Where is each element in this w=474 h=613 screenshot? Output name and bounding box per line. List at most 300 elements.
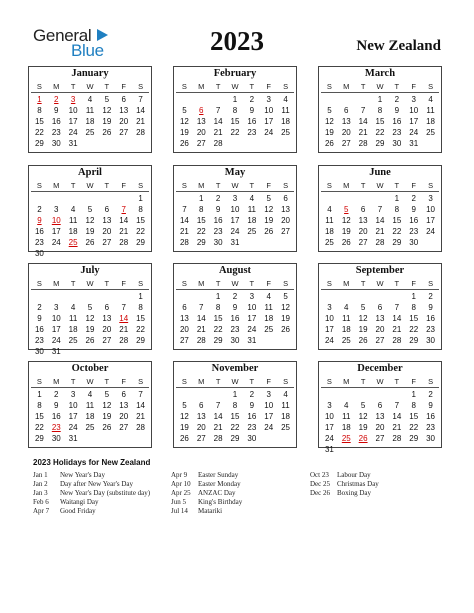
day-cell: 28: [179, 238, 189, 247]
holiday-item: [33, 489, 150, 498]
day-cell: 19: [102, 412, 112, 421]
day-cell: 29: [409, 434, 419, 443]
holiday-name: New Year's Day: [60, 471, 106, 479]
holiday-date: 25: [68, 238, 78, 247]
day-cell: 1: [37, 390, 42, 399]
day-cell: 20: [119, 412, 129, 421]
day-cell: 15: [213, 314, 223, 323]
holiday-name: Good Friday: [60, 507, 96, 515]
day-cell: 20: [179, 325, 189, 334]
day-cell: 3: [327, 401, 332, 410]
day-cell: 31: [324, 445, 334, 454]
day-cell: 2: [232, 292, 238, 301]
day-cell: 2: [54, 390, 59, 399]
day-cell: 5: [327, 106, 332, 115]
weekday-label: S: [138, 377, 144, 386]
day-cell: 27: [196, 139, 206, 148]
day-cell: 8: [138, 205, 143, 214]
day-cell: 18: [85, 412, 95, 421]
holiday-date-label: Dec 26: [310, 489, 331, 497]
day-cell: 7: [394, 303, 400, 312]
day-cell: 25: [85, 128, 95, 137]
day-cell: 9: [249, 401, 255, 410]
empty-cell: [48, 291, 65, 302]
day-cell: 1: [138, 292, 143, 301]
day-cell: 8: [138, 303, 143, 312]
day-cell: 25: [324, 238, 334, 247]
day-cell: 6: [377, 401, 383, 410]
weekday-label: W: [231, 82, 239, 91]
weekday-label: S: [36, 82, 42, 91]
day-cell: 2: [249, 390, 255, 399]
empty-cell: [98, 193, 115, 204]
weekday-label: S: [138, 279, 144, 288]
weekday-label: S: [283, 181, 289, 190]
day-cell: 26: [102, 128, 112, 137]
day-grid: [176, 389, 294, 444]
day-cell: 10: [264, 106, 274, 115]
empty-cell: [176, 193, 193, 204]
day-cell: 13: [358, 216, 368, 225]
day-cell: 16: [230, 314, 240, 323]
day-cell: 6: [121, 95, 126, 104]
weekday-label: S: [428, 181, 434, 190]
holiday-name: Boxing Day: [337, 489, 372, 497]
empty-cell: [388, 389, 405, 400]
empty-cell: [176, 389, 193, 400]
day-cell: 8: [37, 401, 42, 410]
day-cell: 29: [136, 336, 146, 345]
day-cell: 3: [428, 194, 433, 203]
day-cell: 24: [230, 227, 240, 236]
day-cell: 14: [136, 401, 146, 410]
weekday-label: S: [36, 181, 42, 190]
weekday-label: F: [266, 181, 271, 190]
day-cell: 26: [264, 227, 274, 236]
weekday-label: S: [181, 279, 187, 288]
day-cell: 23: [426, 325, 436, 334]
day-cell: 18: [68, 227, 78, 236]
day-cell: 10: [247, 303, 257, 312]
day-cell: 26: [85, 238, 95, 247]
weekday-header: [321, 376, 439, 388]
empty-cell: [65, 193, 82, 204]
day-cell: 14: [196, 314, 206, 323]
day-cell: 1: [232, 390, 238, 399]
month-name: December: [357, 363, 403, 374]
day-cell: 28: [392, 434, 402, 443]
day-cell: 16: [51, 117, 61, 126]
day-cell: 30: [34, 347, 44, 356]
day-cell: 3: [232, 194, 238, 203]
day-cell: 9: [249, 106, 255, 115]
weekday-label: S: [428, 279, 434, 288]
empty-cell: [31, 291, 48, 302]
day-cell: 30: [213, 238, 223, 247]
day-cell: 12: [324, 117, 334, 126]
weekday-label: M: [343, 279, 350, 288]
weekday-label: T: [360, 181, 366, 190]
weekday-header: [321, 81, 439, 93]
day-cell: 12: [102, 401, 112, 410]
empty-cell: [355, 193, 372, 204]
day-cell: 23: [247, 423, 257, 432]
empty-cell: [372, 389, 389, 400]
day-cell: 12: [281, 303, 291, 312]
day-cell: 1: [199, 194, 204, 203]
day-cell: 24: [324, 336, 334, 345]
day-cell: 6: [283, 194, 288, 203]
day-grid: [321, 389, 439, 455]
day-cell: 23: [34, 336, 44, 345]
weekday-label: T: [249, 279, 255, 288]
day-cell: 12: [264, 205, 274, 214]
day-cell: 24: [68, 423, 78, 432]
day-cell: 5: [266, 194, 271, 203]
day-cell: 21: [213, 423, 223, 432]
day-cell: 18: [264, 314, 274, 323]
month-name: August: [218, 265, 252, 276]
day-cell: 5: [104, 95, 110, 104]
day-cell: 24: [51, 336, 61, 345]
holiday-name: New Year's Day (substitute day): [60, 489, 151, 497]
day-cell: 31: [68, 139, 78, 148]
day-cell: 19: [358, 423, 368, 432]
month-november: [173, 361, 297, 448]
day-cell: 10: [68, 401, 78, 410]
day-cell: 13: [102, 216, 112, 225]
day-cell: 11: [68, 314, 78, 323]
day-cell: 20: [341, 128, 351, 137]
day-cell: 6: [199, 401, 204, 410]
day-cell: 13: [375, 412, 385, 421]
day-cell: 18: [341, 423, 351, 432]
weekday-label: S: [326, 377, 332, 386]
empty-cell: [210, 94, 227, 105]
day-cell: 20: [119, 117, 129, 126]
day-cell: 28: [136, 423, 146, 432]
day-cell: 22: [375, 128, 385, 137]
day-cell: 14: [358, 117, 368, 126]
weekday-label: T: [249, 377, 255, 386]
month-name: July: [80, 265, 100, 276]
day-cell: 22: [34, 128, 44, 137]
day-cell: 6: [377, 303, 383, 312]
weekday-label: T: [249, 181, 255, 190]
day-cell: 6: [104, 303, 110, 312]
day-cell: 20: [102, 325, 112, 334]
day-cell: 29: [409, 336, 419, 345]
empty-cell: [193, 389, 210, 400]
day-cell: 2: [249, 95, 255, 104]
day-cell: 5: [360, 401, 366, 410]
empty-cell: [115, 193, 132, 204]
day-cell: 13: [196, 117, 206, 126]
weekday-label: S: [36, 377, 42, 386]
holiday-item: [33, 507, 150, 516]
day-cell: 17: [230, 216, 240, 225]
weekday-label: W: [231, 279, 239, 288]
day-cell: 16: [247, 117, 257, 126]
day-cell: 22: [136, 325, 146, 334]
day-cell: 7: [121, 303, 126, 312]
day-cell: 14: [179, 216, 189, 225]
day-cell: 18: [68, 325, 78, 334]
day-cell: 13: [119, 401, 129, 410]
day-cell: 20: [281, 216, 291, 225]
day-cell: 27: [119, 128, 129, 137]
day-cell: 8: [215, 303, 221, 312]
day-cell: 8: [394, 205, 400, 214]
weekday-label: M: [198, 82, 205, 91]
day-cell: 15: [34, 117, 44, 126]
day-cell: 8: [37, 106, 42, 115]
day-cell: 16: [247, 412, 257, 421]
day-cell: 18: [281, 117, 291, 126]
empty-cell: [98, 291, 115, 302]
day-cell: 10: [264, 401, 274, 410]
empty-cell: [31, 193, 48, 204]
day-cell: 13: [119, 106, 129, 115]
holiday-item: [171, 507, 242, 516]
weekday-label: S: [138, 181, 144, 190]
day-cell: 10: [426, 205, 436, 214]
day-cell: 29: [34, 434, 44, 443]
empty-cell: [321, 389, 338, 400]
day-cell: 11: [247, 205, 256, 214]
weekday-label: S: [138, 82, 144, 91]
day-cell: 3: [266, 390, 271, 399]
day-cell: 7: [138, 390, 143, 399]
day-cell: 19: [281, 314, 291, 323]
month-march: [318, 66, 442, 153]
day-cell: 30: [426, 434, 436, 443]
day-cell: 28: [196, 336, 206, 345]
weekday-header: [31, 180, 149, 192]
month-december: [318, 361, 442, 454]
day-cell: 25: [85, 423, 95, 432]
day-cell: 19: [341, 227, 351, 236]
month-february: [173, 66, 297, 153]
day-cell: 4: [87, 95, 93, 104]
day-cell: 29: [230, 434, 240, 443]
day-cell: 30: [426, 336, 436, 345]
empty-cell: [176, 94, 193, 105]
weekday-label: S: [283, 279, 289, 288]
empty-cell: [338, 389, 355, 400]
day-cell: 30: [51, 139, 61, 148]
day-cell: 22: [392, 227, 402, 236]
month-name: November: [211, 363, 259, 374]
day-cell: 8: [232, 106, 238, 115]
holiday-date-label: Dec 25: [310, 480, 331, 488]
day-cell: 11: [85, 106, 95, 115]
day-cell: 16: [51, 412, 61, 421]
day-cell: 5: [104, 390, 110, 399]
day-cell: 26: [179, 434, 189, 443]
day-cell: 6: [104, 205, 110, 214]
weekday-label: F: [411, 377, 416, 386]
day-cell: 5: [182, 106, 187, 115]
day-cell: 9: [54, 106, 59, 115]
day-cell: 5: [360, 303, 366, 312]
day-cell: 29: [375, 139, 385, 148]
day-cell: 8: [232, 401, 238, 410]
holiday-item: [171, 480, 242, 489]
holiday-column: [33, 471, 150, 516]
day-cell: 2: [37, 205, 42, 214]
day-cell: 13: [179, 314, 189, 323]
day-cell: 25: [247, 227, 257, 236]
day-cell: 12: [358, 314, 368, 323]
day-cell: 27: [341, 139, 351, 148]
day-cell: 12: [179, 412, 189, 421]
day-cell: 30: [34, 249, 44, 258]
day-cell: 7: [215, 106, 221, 115]
day-cell: 30: [409, 238, 419, 247]
day-cell: 6: [360, 205, 366, 214]
month-name: April: [78, 167, 102, 178]
day-cell: 15: [196, 216, 206, 225]
day-cell: 16: [34, 227, 44, 236]
day-cell: 1: [394, 194, 400, 203]
holiday-date-label: Jul 14: [171, 507, 188, 515]
month-october: [28, 361, 152, 448]
weekday-header: [31, 376, 149, 388]
day-cell: 11: [281, 106, 290, 115]
empty-cell: [388, 291, 405, 302]
holiday-date: 7: [121, 205, 126, 214]
day-cell: 18: [341, 325, 351, 334]
holiday-item: [310, 489, 379, 498]
weekday-label: M: [343, 377, 350, 386]
day-cell: 10: [51, 314, 61, 323]
day-cell: 27: [358, 238, 368, 247]
holiday-date-label: Apr 10: [171, 480, 191, 488]
day-cell: 12: [358, 412, 368, 421]
holiday-date-label: Jan 3: [33, 489, 48, 497]
holiday-date: 2: [54, 95, 59, 104]
weekday-label: W: [231, 181, 239, 190]
day-cell: 26: [358, 336, 368, 345]
day-cell: 1: [215, 292, 221, 301]
holiday-date: 14: [119, 314, 129, 323]
day-cell: 20: [102, 227, 112, 236]
day-cell: 9: [394, 106, 400, 115]
day-cell: 17: [51, 325, 61, 334]
weekday-label: T: [104, 279, 110, 288]
day-cell: 11: [281, 401, 290, 410]
weekday-label: M: [343, 181, 350, 190]
day-cell: 4: [266, 292, 271, 301]
day-cell: 14: [392, 314, 402, 323]
day-cell: 15: [409, 314, 419, 323]
day-cell: 4: [87, 390, 93, 399]
day-cell: 17: [426, 216, 436, 225]
day-cell: 25: [426, 128, 436, 137]
holiday-column: [171, 471, 242, 516]
weekday-label: F: [266, 82, 271, 91]
holiday-date-label: Oct 23: [310, 471, 329, 479]
day-cell: 14: [392, 412, 402, 421]
day-cell: 28: [375, 238, 385, 247]
day-cell: 28: [119, 238, 129, 247]
day-cell: 2: [411, 194, 416, 203]
day-cell: 15: [409, 412, 419, 421]
weekday-label: T: [70, 181, 76, 190]
day-cell: 2: [394, 95, 400, 104]
day-cell: 17: [409, 117, 419, 126]
day-cell: 11: [342, 412, 351, 421]
weekday-label: F: [121, 377, 126, 386]
day-cell: 8: [411, 401, 416, 410]
holiday-date-label: Jan 1: [33, 471, 48, 479]
day-cell: 20: [358, 227, 368, 236]
month-august: [173, 263, 297, 350]
day-cell: 22: [34, 423, 44, 432]
day-cell: 24: [409, 128, 419, 137]
holiday-name: ANZAC Day: [198, 489, 236, 497]
day-cell: 30: [247, 434, 257, 443]
day-cell: 11: [426, 106, 435, 115]
day-cell: 9: [232, 303, 238, 312]
day-grid: [31, 193, 149, 259]
day-cell: 16: [392, 117, 402, 126]
day-cell: 11: [342, 314, 351, 323]
day-cell: 4: [283, 390, 288, 399]
holiday-date: 5: [344, 205, 349, 214]
day-cell: 4: [344, 401, 349, 410]
day-cell: 5: [283, 292, 288, 301]
day-cell: 23: [213, 227, 223, 236]
day-cell: 21: [179, 227, 189, 236]
day-cell: 21: [358, 128, 368, 137]
empty-cell: [193, 94, 210, 105]
day-cell: 24: [426, 227, 436, 236]
weekday-label: T: [215, 82, 221, 91]
weekday-header: [176, 278, 294, 290]
weekday-label: F: [411, 82, 416, 91]
day-cell: 21: [119, 227, 129, 236]
day-cell: 23: [426, 423, 436, 432]
day-cell: 9: [411, 205, 416, 214]
day-cell: 3: [70, 390, 76, 399]
day-cell: 1: [377, 95, 383, 104]
month-june: [318, 165, 442, 252]
empty-cell: [321, 193, 338, 204]
month-may: [173, 165, 297, 252]
day-cell: 9: [428, 303, 433, 312]
month-name: September: [355, 265, 405, 276]
day-cell: 2: [37, 303, 42, 312]
day-cell: 25: [281, 128, 291, 137]
day-cell: 28: [392, 336, 402, 345]
day-cell: 15: [375, 117, 385, 126]
holiday-item: [33, 471, 150, 480]
holiday-date: 26: [358, 434, 368, 443]
month-name: May: [224, 167, 246, 178]
day-cell: 29: [136, 238, 146, 247]
day-cell: 5: [182, 401, 187, 410]
weekday-label: T: [70, 279, 76, 288]
empty-cell: [65, 291, 82, 302]
day-grid: [176, 291, 294, 346]
day-cell: 14: [136, 106, 146, 115]
weekday-label: S: [326, 279, 332, 288]
day-cell: 19: [85, 227, 95, 236]
holiday-name: Waitangi Day: [60, 498, 99, 506]
day-cell: 23: [230, 325, 240, 334]
